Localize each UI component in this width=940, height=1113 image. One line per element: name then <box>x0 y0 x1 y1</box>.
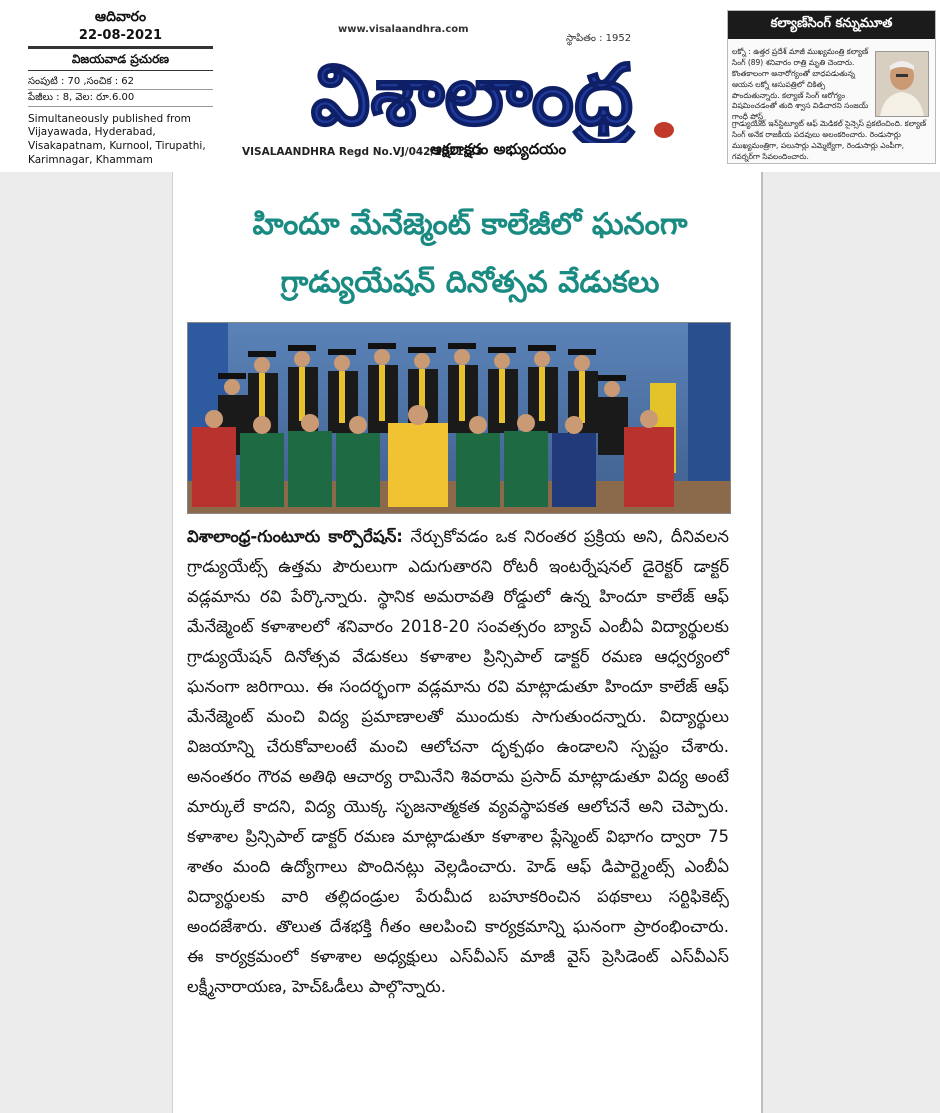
edition-label: విజయవాడ ప్రచురణ <box>28 46 213 70</box>
article-headline <box>190 196 750 312</box>
side-news-title: కల్యాణ్‌సింగ్ కన్నుమూత <box>728 11 935 39</box>
logo-wordmark: విశాలాంధ్ర <box>310 46 634 143</box>
established-year: స్థాపితం : 1952 <box>566 33 632 44</box>
issue-date: 22-08-2021 <box>78 27 163 43</box>
article-text: నేర్చుకోవడం ఒక నిరంతర ప్రక్రియ అని, దీనివలన గ్రాడ్యుయేట్స్ ఉత్తమ పౌరులుగా ఎదుగుతారని రోటరీ ఇంటర్నేషనల్ డైరెక్టర్ డాక్టర్ వడ్లమాను రవి పేర్కొన్నారు. స్థానిక అమరావతి రోడ్డులో ఉన్న హిందూ కాలేజ్ ఆఫ్ మేనేజ్మెంట్ కళాశాలలో శనివారం 2018-20 సంవత్సరం బ్యాచ్ ఎంబీఏ విద్యార్థులకు గ్రాడ్యుయేషన్ దినోత్సవ వేడుకలు కళాశాల ప్రిన్సిపాల్ డాక్టర్ రమణ ఆధ్వర్యంలో ఘనంగా జరిగాయి. ఈ సందర్భంగా వడ్లమాను రవి మాట్లాడుతూ హిందూ కాలేజ్ ఆఫ్ మేనేజ్మెంట్ మంచి విద్య ప్రమాణాలతో ముందుకు సాగుతుందన్నారు. విద్యార్థులు విజయాన్ని చేరుకోవాలంటే మంచి ఆలోచనా దృక్పథం ఉండాలని స్పష్టం చేశారు. అనంతరం గౌరవ అతిథి ఆచార్య రామినేని శివరామ ప్రసాద్ మాట్లాడుతూ విద్య అంటే మార్కులే కాదని, విద్య యొక్క సృజనాత్మకత వ్యవస్థాపకత ఆలోచనే అని చెప్పారు. కళాశాల ప్రిన్సిపాల్ డాక్టర్ రమణ మాట్లాడుతూ కళాశాల ప్లేస్మెంట్ విభాగం ద్వారా 75 శాతం మంది ఉద్యోగాలు పొందినట్లు వెల్లడించారు. హెడ్ ఆఫ్ డిపార్ట్మెంట్స్ ఎంబీఏ విద్యార్థులకు వారి తల్లిదండ్రుల పేరుమీద బహూకరించిన పథకాలు సర్టిఫికెట్స్ అందజేశారు. తొలుత దేశభక్తి గీతం ఆలపించి కార్యక్రమాన్ని ఘనంగా ప్రారంభించారు. ఈ కార్యక్రమంలో కళాశాల అధ్యక్షులు ఎస్‌వీఎస్ మాజీ వైస్ ప్రెసిడెంట్ ఎస్‌వీఎస్ లక్ష్మీనారాయణ, హెచ్‌ఓడీలు పాల్గొన్నారు. <box>187 527 729 996</box>
dateline: విశాలాంధ్ర-గుంటూరు కార్పొరేషన్: <box>187 527 403 546</box>
tagline: అక్షరాక్షరం అభ్యుదయం <box>430 140 567 158</box>
registration-number: VISALAANDHRA Regd No.VJ/042/2021-23 <box>242 146 483 158</box>
simultaneous-editions: Simultaneously published from Vijayawada, Hyderabad, Visakapatnam, Kurnool, Tirupathi, Karimnagar, Khammam <box>28 112 206 166</box>
website-url: www.visalaandhra.com <box>338 24 469 35</box>
graduation-group-photo <box>187 322 731 514</box>
logo-red-dot <box>654 122 674 138</box>
article-body <box>187 522 729 1002</box>
pages-price: పేజీలు : 8, వెల: రూ.6.00 <box>28 90 213 107</box>
portrait-photo <box>875 51 929 117</box>
side-news-box <box>727 10 936 164</box>
side-news-text-continued: గ్రాడ్యుయేట్ ఇన్‌స్టిట్యూట్ ఆఫ్ మెడికల్ సైన్సెస్ ప్రకటించింది. కల్యాణ్ సింగ్ అనేక రాజకీయ పదవులు అలంకరించారు. రెండుసార్లు ముఖ్యమంత్రిగా, పలుసార్లు ఎమ్మెల్యేగా, రెండుసార్లు ఎంపీగా, గవర్నర్‌గా సేవలందించారు. <box>732 119 927 161</box>
newspaper-logo <box>228 38 716 143</box>
masthead <box>0 0 940 172</box>
volume-issue: సంపుటి : 70 ,సంచిక : 62 <box>28 74 213 91</box>
issue-day: ఆదివారం <box>94 9 147 25</box>
headline-line-2: గ్రాడ్యుయేషన్ దినోత్సవ వేడుకలు <box>280 265 660 300</box>
headline-line-1: హిందూ మేనేజ్మెంట్ కాలేజీలో ఘనంగా <box>252 207 688 242</box>
side-news-text: లక్నో : ఉత్తర ప్రదేశ్ మాజీ ముఖ్యమంత్రి కల్యాణ్ సింగ్ (89) శనివారం రాత్రి మృతి చెందారు. కొంతకాలంగా అనారోగ్యంతో బాధపడుతున్న ఆయన లక్నో ఆసుపత్రిలో చికిత్స పొందుతున్నారు. కల్యాణ్ సింగ్ ఆరోగ్యం విషమించడంతో తుది శ్వాస విడిచారని సంజయ్ గాంధీ పోస్ట్ <box>732 47 869 122</box>
masthead-info <box>28 8 213 167</box>
